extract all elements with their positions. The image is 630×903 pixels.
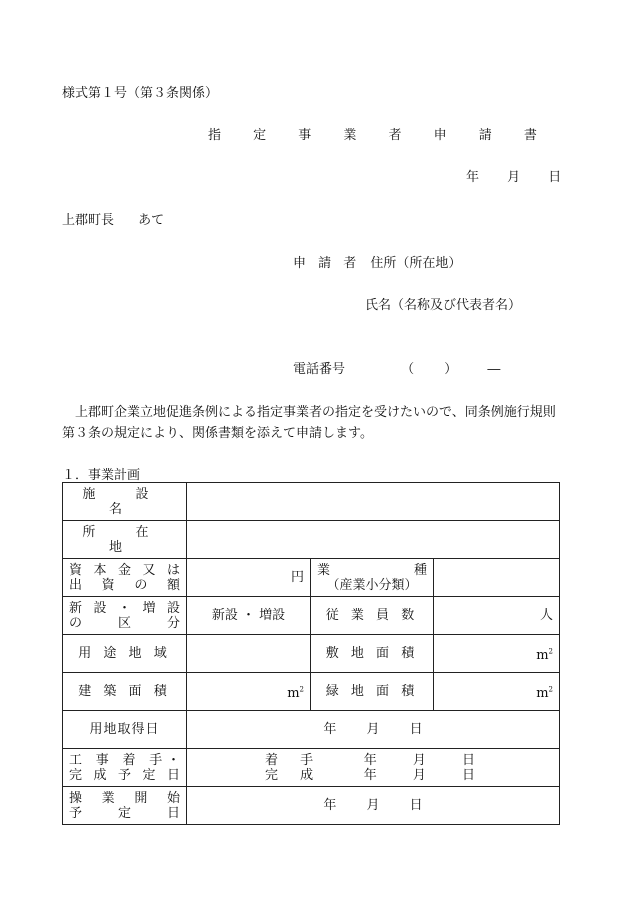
building-area-cell[interactable] xyxy=(187,673,311,711)
table-row xyxy=(63,787,560,825)
employees-label: 従 業 員 数 xyxy=(311,597,434,635)
table-row xyxy=(63,711,560,749)
applicant-name-label: 氏名（名称及び代表者名） xyxy=(365,298,522,313)
new-ext-cell[interactable] xyxy=(187,597,311,635)
green-area-label: 緑 地 面 積 xyxy=(311,673,434,711)
land-acq-date: 年 月 日 xyxy=(323,722,423,737)
complete-date: 年 月 日 xyxy=(363,767,475,783)
document-title: 指 定 事 業 者 申 請 書 xyxy=(208,128,551,143)
operation-cell[interactable] xyxy=(187,787,560,825)
application-statement: 上郡町企業立地促進条例による指定事業者の指定を受けたいので、同条例施行規則第３条の規定により、関係書類を添えて申請します。 xyxy=(62,405,556,441)
industry-cell[interactable] xyxy=(434,559,560,597)
table-row xyxy=(63,483,560,521)
start-date: 年 月 日 xyxy=(363,752,475,768)
complete-row xyxy=(265,768,475,783)
form-number: 様式第１号（第３条関係） xyxy=(62,86,219,101)
table-row xyxy=(63,673,560,711)
land-use-cell[interactable] xyxy=(187,635,311,673)
table-row xyxy=(63,749,560,787)
address-label: 住所（所在地） xyxy=(370,256,462,271)
addressee: 上郡町長 あて xyxy=(62,213,165,228)
complete-label: 完 成 xyxy=(265,767,314,783)
operation-label: 操 業 開 始 予 定 日 xyxy=(63,787,187,825)
section-title: １．事業計画 xyxy=(62,468,141,483)
area-unit: $m^2$ xyxy=(287,685,304,701)
new-ext-value: 新設 ・ 増設 xyxy=(211,608,286,623)
site-area-label: 敷 地 面 積 xyxy=(311,635,434,673)
person-unit: 人 xyxy=(540,608,554,623)
phone-label: 電話番号 xyxy=(293,362,346,377)
applicant-label: 申 請 者 xyxy=(293,256,361,271)
operation-date: 年 月 日 xyxy=(323,798,423,813)
table-row xyxy=(63,635,560,673)
capital-cell[interactable] xyxy=(187,559,311,597)
area-unit: $m^2$ xyxy=(536,647,554,663)
location-cell[interactable] xyxy=(187,521,560,559)
facility-name-cell[interactable] xyxy=(187,483,560,521)
yen-unit: 円 xyxy=(290,570,304,585)
new-ext-label: 新設・増設 の 区 分 xyxy=(63,597,187,635)
application-date: 年 月 日 xyxy=(466,170,562,185)
phone-format: （ ） ― xyxy=(401,362,501,377)
area-unit: $m^2$ xyxy=(536,685,554,701)
green-area-cell[interactable] xyxy=(434,673,560,711)
construction-cell[interactable] xyxy=(187,749,560,787)
construction-label: 工 事 着 手・ 完 成 予 定 日 xyxy=(63,749,187,787)
location-label: 所 在 地 xyxy=(63,521,187,559)
table-row xyxy=(63,521,560,559)
start-label: 着 手 xyxy=(265,752,314,768)
site-area-cell[interactable] xyxy=(434,635,560,673)
table-row xyxy=(63,559,560,597)
employees-cell[interactable] xyxy=(434,597,560,635)
industry-label: 業 種 （産業小分類） xyxy=(311,559,434,597)
building-area-label: 建 築 面 積 xyxy=(63,673,187,711)
table-row xyxy=(63,597,560,635)
capital-label: 資本金又は 出 資 の 額 xyxy=(63,559,187,597)
phone-line xyxy=(293,358,500,377)
land-acq-label: 用地取得日 xyxy=(63,711,187,749)
applicant-address-line xyxy=(293,252,461,271)
start-row xyxy=(265,753,475,768)
business-plan-table xyxy=(62,482,560,825)
land-use-label: 用 途 地 域 xyxy=(63,635,187,673)
land-acq-cell[interactable] xyxy=(187,711,560,749)
facility-name-label: 施 設 名 xyxy=(63,483,187,521)
